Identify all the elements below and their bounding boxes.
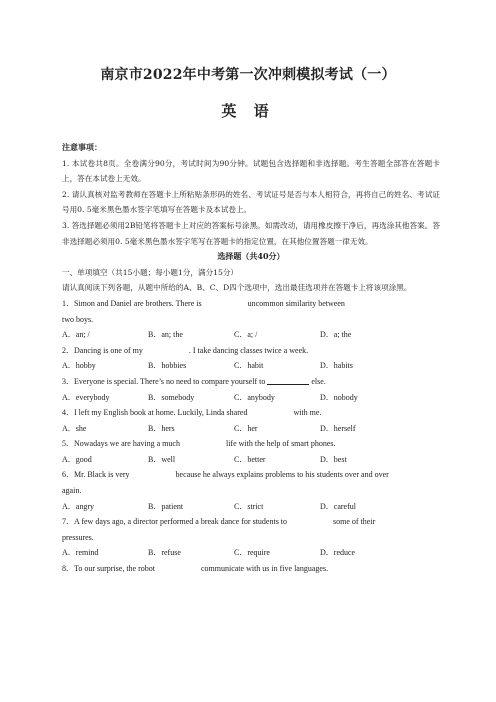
options-row [62,358,440,374]
question-stem [62,374,440,390]
question-list [62,296,440,577]
option-choice: C．habit [234,361,264,371]
option-choice: B．well [148,454,176,464]
exam-title: 南京市2022年中考第一次冲刺模拟考试（一） [100,67,396,83]
option-choice: C．a; / [234,330,258,340]
exam-body [62,140,440,577]
option-choice: A．remind [62,548,99,558]
question-text: 5．Nowadays we are having a much [62,439,180,449]
option-choice: A．everybody [62,392,110,402]
option-choice: C．strict [234,501,264,511]
notice-heading: 注意事项： [62,142,102,152]
options-row [62,499,440,515]
option-choice: A．hobby [62,361,96,371]
question-text: life with the help of smart phones. [225,439,336,449]
option-choice: C．better [234,454,266,464]
question-text: pressures. [62,532,94,542]
question-text: because he always explains problems to his students over and over [175,470,389,480]
question-text: 3．Everyone is special. There’s no need to compare yourself to [62,376,266,386]
answer-blank [267,376,309,385]
question-text: 6．Mr. Black is very [62,470,130,480]
option-choice: B．hobbies [148,361,187,371]
notice-item: 1. 本试卷共8页。全卷满分90分，考试时间为90分钟。试题包含选择题和非选择题。考生答题全部答在答题卡上，答在本试卷上无效。 [62,158,440,184]
notice-item: 3. 答选择题必须用2B铅笔将答题卡上对应的答案标号涂黑。如需改动，请用橡皮擦干净后，再选涂其他答案。答非选择题必须用0. 5毫米黑色墨水签字笔写在答题卡的指定位置，在其他位置答题一律无效。 [62,220,440,246]
options-row [62,390,440,406]
option-choice: D．careful [320,501,356,511]
question-stem [62,436,440,452]
option-choice: D．a; the [320,330,352,340]
question-text: 4．I left my English book at home. Luckily, Linda shared [62,408,248,418]
option-choice: A．she [62,423,87,433]
option-choice: D．herself [320,423,356,433]
question-stem [62,561,440,577]
options-row [62,327,440,343]
question-text: 7．A few days ago, a director performed a break dance for students to [62,517,288,527]
option-choice: D．reduce [320,548,356,558]
question-text: two boys. [62,314,94,324]
question-stem [62,296,440,327]
question-text: 8．To our surprise, the robot [62,564,155,574]
option-choice: B．hers [148,423,175,433]
option-choice: B．refuse [148,548,181,558]
question-stem [62,467,440,498]
option-choice: A．angry [62,501,94,511]
notice-item: 2. 请认真核对监考教师在答题卡上所粘贴条形码的姓名、考试证号是否与本人相符合，再将自己的姓名、考试证号用0. 5毫米黑色墨水签字笔填写在答题卡及本试卷上。 [62,189,440,215]
options-row [62,421,440,437]
part-instruction: 请认真阅读下列各题，从题中所给的A、B、C、D四个选项中，选出最佳选项并在答题卡上将该项涂黑。 [62,283,412,293]
option-choice: C．require [234,548,270,558]
question-text: 1．Simon and Daniel are brothers. There is [62,298,202,308]
option-choice: C．her [234,423,258,433]
option-choice: C．anybody [234,392,275,402]
option-choice: D．nobody [320,392,358,402]
question-text: with me. [293,408,322,418]
question-text: again. [62,486,82,496]
question-stem [62,405,440,421]
question-text: . I take dancing classes twice a week. [188,345,309,355]
part-heading: 一、单项填空（共15小题；每小题1分，满分15分） [62,267,239,277]
option-choice: D．best [320,454,347,464]
option-choice: B．somebody [148,392,195,402]
question-text: uncommon similarity between [247,298,345,308]
option-choice: A．good [62,454,92,464]
option-choice: B．an; the [148,330,183,340]
question-text: some of their [333,517,376,527]
option-choice: D．habits [320,361,353,371]
options-row [62,545,440,561]
option-choice: A．an; / [62,330,90,340]
options-row [62,452,440,468]
question-stem [62,514,440,545]
question-stem [62,343,440,359]
section-title: 选择题（共40分） [217,251,285,262]
option-choice: B．patient [148,501,184,511]
question-text: communicate with us in five languages. [200,564,329,574]
subject-title: 英 语 [221,102,275,120]
question-text: else. [309,376,326,386]
question-text: 2．Dancing is one of my [62,345,143,355]
